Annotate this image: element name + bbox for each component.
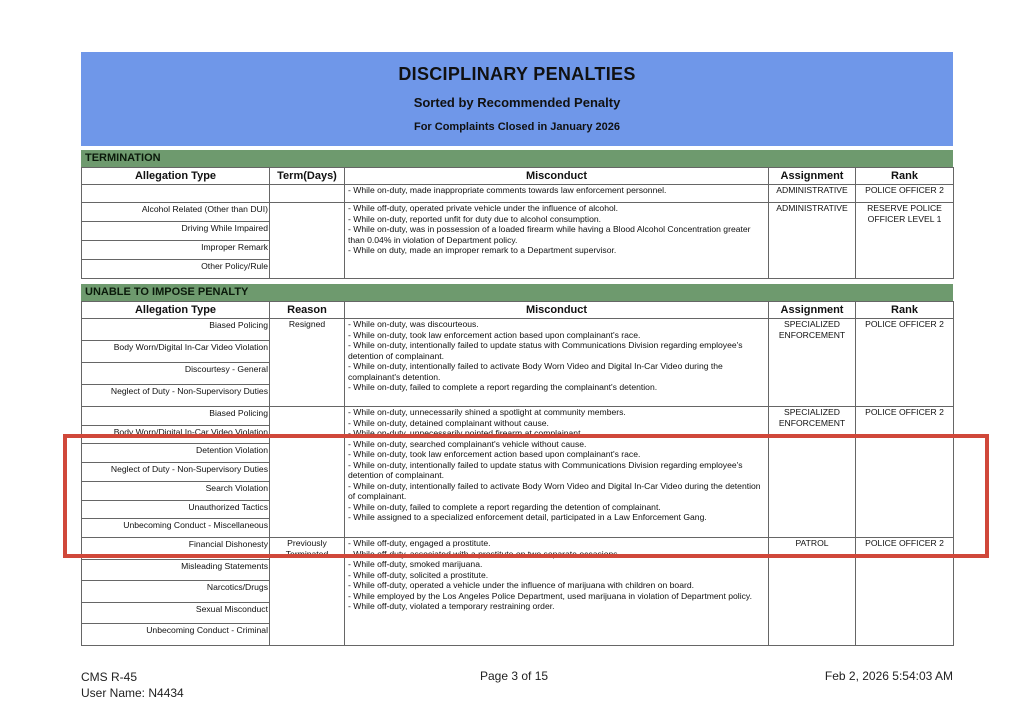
allegation-type: Detention Violation — [82, 444, 269, 463]
allegation-type: Unauthorized Tactics — [82, 500, 269, 519]
misconduct-line: - While on-duty, unnecessarily shined a spotlight at community members. — [348, 407, 626, 417]
column-header: Assignment — [769, 302, 856, 319]
rank-cell: RESERVE POLICE OFFICER LEVEL 1 — [856, 203, 954, 279]
column-header: Rank — [856, 168, 954, 185]
misconduct-line: - While on-duty, failed to complete a report regarding the complainant's detention. — [348, 382, 658, 392]
misconduct-line: - While off-duty, engaged a prostitute. — [348, 538, 491, 548]
assignment-cell: ADMINISTRATIVE — [769, 203, 856, 279]
misconduct-cell — [345, 407, 769, 538]
report-timestamp: Feb 2, 2026 5:54:03 AM — [824, 669, 953, 683]
misconduct-line: - While on-duty, intentionally failed to update status with Communications Division regarding employee's detention of complainant. — [348, 459, 743, 480]
table-row — [82, 185, 954, 203]
misconduct-line: - While on-duty, intentionally failed to activate Body Worn Video and Digital In-Car Video during the detention of complainant. — [348, 480, 761, 501]
column-header: Misconduct — [345, 168, 769, 185]
allegation-type: Alcohol Related (Other than DUI) — [82, 203, 269, 222]
column-header: Assignment — [769, 168, 856, 185]
section-unable-to-impose: UNABLE TO IMPOSE PENALTY — [81, 284, 953, 301]
allegation-type: Neglect of Duty - Non-Supervisory Duties — [82, 463, 269, 482]
allegation-type: Improper Remark — [82, 241, 269, 260]
allegation-type: Unbecoming Conduct - Miscellaneous — [123, 520, 268, 531]
allegation-type: Misleading Statements — [82, 559, 269, 581]
misconduct-line: - While on duty, made an improper remark to a Department supervisor. — [348, 245, 617, 255]
termination-table — [81, 167, 954, 279]
term-days-cell — [270, 185, 345, 203]
allegation-type: Sexual Misconduct — [82, 602, 269, 624]
rank-cell: POLICE OFFICER 2 — [856, 407, 954, 538]
misconduct-line: - While on-duty, unnecessarily pointed firearm at complainant. — [348, 428, 583, 438]
column-header: Term(Days) — [270, 168, 345, 185]
misconduct-line: - While on-duty, made inappropriate comments towards law enforcement personnel. — [348, 185, 667, 195]
assignment-cell: SPECIALIZED ENFORCEMENT — [769, 407, 856, 538]
report-title: DISCIPLINARY PENALTIES — [398, 64, 636, 84]
table-row — [82, 538, 954, 646]
table-row — [82, 203, 954, 279]
misconduct-line: - While off-duty, solicited a prostitute. — [348, 569, 489, 580]
report-period: For Complaints Closed in January 2026 — [413, 121, 620, 133]
misconduct-line: - While on-duty, detained complainant without cause. — [348, 417, 549, 428]
misconduct-line: - While on-duty, took law enforcement action based upon complainant's race. — [348, 449, 641, 459]
form-id: CMS R-45 — [81, 670, 138, 684]
allegation-type: Unbecoming Conduct - Criminal — [146, 625, 268, 636]
misconduct-line: - While employed by the Los Angeles Police Department, used marijuana in violation of Department policy. — [348, 590, 752, 601]
reason-cell: Resigned — [270, 319, 345, 407]
allegation-cell — [82, 407, 270, 538]
unable-to-impose-table — [81, 301, 954, 646]
misconduct-line: - While on-duty, searched complainant's vehicle without cause. — [348, 438, 587, 449]
misconduct-line: - While on-duty, took law enforcement action based upon complainant's race. — [348, 329, 641, 340]
table-row — [82, 319, 954, 407]
rank-cell: POLICE OFFICER 2 — [856, 319, 954, 407]
allegation-type: Driving While Impaired — [82, 222, 269, 241]
misconduct-line: - While off-duty, smoked marijuana. — [348, 559, 483, 569]
misconduct-cell — [345, 319, 769, 407]
misconduct-line: - While on-duty, failed to complete a report regarding the detention of complainant. — [348, 501, 661, 512]
column-header: Allegation Type — [82, 168, 270, 185]
misconduct-line: - While off-duty, operated private vehicle under the influence of alcohol. — [348, 203, 619, 213]
assignment-cell: SPECIALIZED ENFORCEMENT — [769, 319, 856, 407]
misconduct-cell — [345, 203, 769, 279]
allegation-type: Search Violation — [82, 481, 269, 500]
column-header: Reason — [270, 302, 345, 319]
misconduct-line: - While on-duty, intentionally failed to activate Body Worn Video and Digital In-Car Video during the complainant's detention. — [348, 361, 723, 382]
misconduct-cell — [345, 185, 769, 203]
allegation-type — [82, 185, 269, 202]
misconduct-line: - While on-duty, was in possession of a loaded firearm while having a Blood Alcohol Concentration greater than 0.04% in violation of Department policy. — [348, 224, 751, 245]
term-days-cell — [270, 203, 345, 279]
reason-cell: Previously Terminated — [270, 538, 345, 646]
allegation-type: Biased Policing — [82, 319, 269, 341]
allegation-type: Biased Policing — [82, 407, 269, 425]
allegation-type: Other Policy/Rule — [201, 261, 268, 271]
rank-cell: POLICE OFFICER 2 — [856, 538, 954, 646]
assignment-cell: ADMINISTRATIVE — [769, 185, 856, 203]
reason-cell — [270, 407, 345, 538]
allegation-type: Narcotics/Drugs — [82, 581, 269, 603]
report-subtitle: Sorted by Recommended Penalty — [413, 95, 621, 110]
assignment-cell: PATROL — [769, 538, 856, 646]
misconduct-line: - While off-duty, violated a temporary restraining order. — [348, 601, 555, 611]
column-header: Rank — [856, 302, 954, 319]
section-termination: TERMINATION — [81, 150, 953, 167]
misconduct-line: - While on-duty, intentionally failed to update status with Communications Division regarding employee's detention of complainant. — [348, 340, 743, 361]
column-header: Misconduct — [345, 302, 769, 319]
allegation-type: Body Worn/Digital In-Car Video Violation — [82, 425, 269, 444]
misconduct-cell — [345, 538, 769, 646]
column-header: Allegation Type — [82, 302, 270, 319]
misconduct-line: - While assigned to a specialized enforcement detail, participated in a Law Enforcement Gang. — [348, 512, 707, 522]
table-row — [82, 407, 954, 538]
misconduct-line: - While off-duty, operated a vehicle under the influence of marijuana with children on board. — [348, 580, 695, 590]
allegation-type: Financial Dishonesty — [82, 538, 269, 559]
allegation-cell — [82, 185, 270, 203]
page-number: Page 3 of 15 — [480, 669, 549, 683]
allegation-type: Body Worn/Digital In-Car Video Violation — [82, 341, 269, 363]
user-name: User Name: N4434 — [81, 686, 184, 700]
allegation-type: Discourtesy - General — [82, 363, 269, 385]
rank-cell: POLICE OFFICER 2 — [856, 185, 954, 203]
footer-left — [81, 669, 184, 701]
misconduct-line: - While on-duty, reported unfit for duty due to alcohol consumption. — [348, 213, 602, 224]
allegation-cell — [82, 319, 270, 407]
allegation-type: Neglect of Duty - Non-Supervisory Duties — [110, 386, 268, 396]
allegation-cell — [82, 538, 270, 646]
misconduct-line: - While off-duty, associated with a prostitute on two separate occasions. — [348, 548, 620, 559]
misconduct-line: - While on-duty, was discourteous. — [348, 319, 479, 329]
allegation-cell — [82, 203, 270, 279]
report-header — [81, 52, 953, 146]
